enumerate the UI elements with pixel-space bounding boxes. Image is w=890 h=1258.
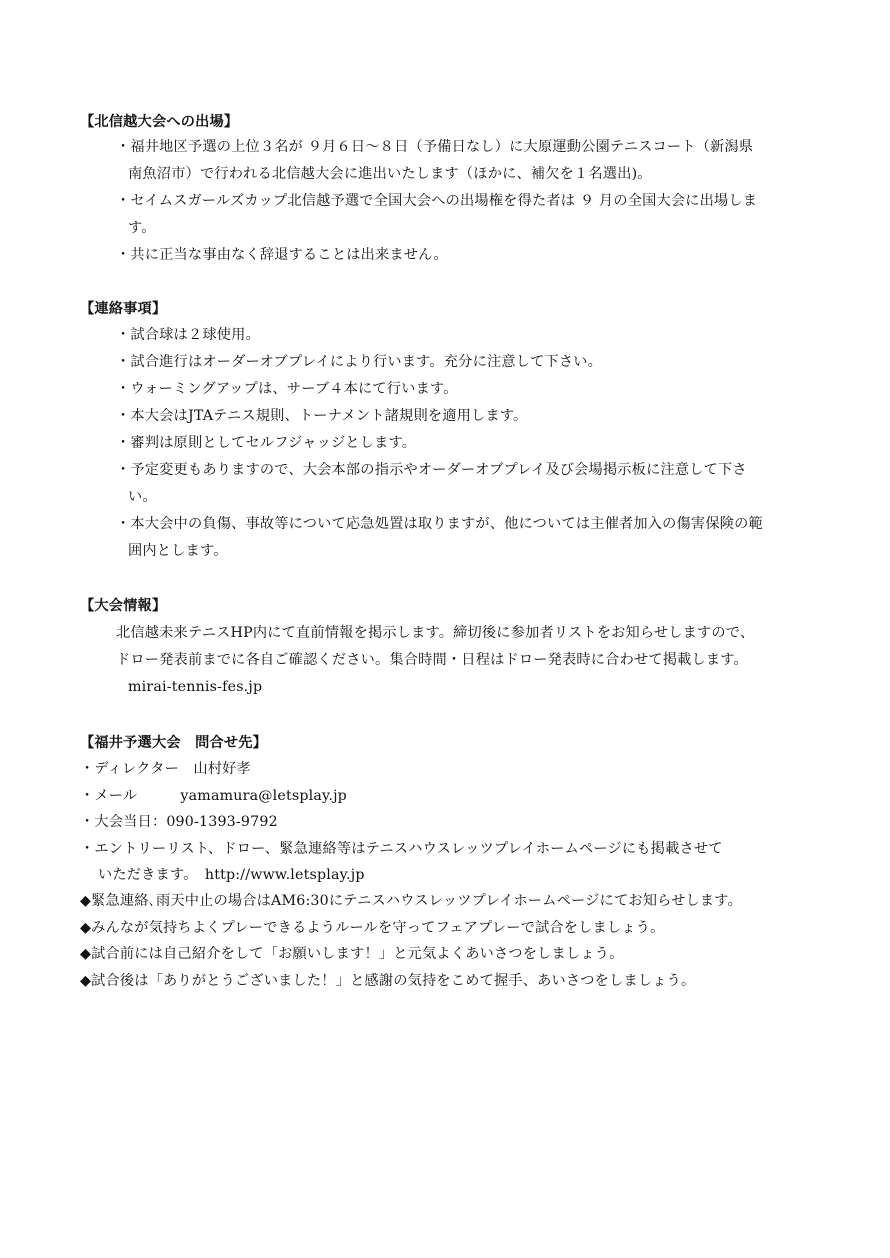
entry-bullet-3: ・共に正当な事由なく辞退することは出来ません。 bbox=[116, 247, 448, 263]
notes-bullet-6-line-1: ・予定変更もありますので、大会本部の指示やオーダーオブプレイ及び会場掲示板に注意して下さ bbox=[116, 462, 747, 478]
notes-bullet-3: ・ウォーミングアップは、サーブ４本にて行います。 bbox=[116, 381, 458, 397]
section-heading-notes: 【連絡事項】 bbox=[80, 301, 167, 317]
entry-bullet-1-line-1: ・福井地区予選の上位３名が ９月６日～８日（予備日なし）に大原運動公園テニスコート（新潟県 bbox=[116, 139, 754, 155]
contact-entry-line-2: いただきます。 http://www.letsplay.jp bbox=[98, 867, 365, 883]
notes-bullet-7-line-1: ・本大会中の負傷、事故等について応急処置は取りますが、他については主催者加入の傷害保険の範 bbox=[116, 516, 763, 532]
notes-bullet-4: ・本大会はJTAテニス規則、トーナメント諸規則を適用します。 bbox=[116, 408, 528, 424]
notice-2: ◆みんなが気持ちよくプレーできるようルールを守ってフェアプレーで試合をしましょう。 bbox=[80, 920, 665, 936]
contact-director: ・ディレクター 山村好孝 bbox=[80, 761, 251, 777]
entry-bullet-1-line-2: 南魚沼市）で行われる北信越大会に進出いたします（ほかに、補欠を１名選出)。 bbox=[128, 166, 652, 182]
notice-3: ◆試合前には自己紹介をして「お願いします！」と元気よくあいさつをしましょう。 bbox=[80, 946, 624, 962]
section-heading-contact: 【福井予選大会 問合せ先】 bbox=[80, 735, 268, 751]
notes-bullet-2: ・試合進行はオーダーオブプレイにより行います。充分に注意して下さい。 bbox=[116, 354, 603, 370]
notice-1: ◆緊急連絡､雨天中止の場合はAM6:30にテニスハウスレッツプレイホームページにてお知らせします。 bbox=[80, 893, 742, 909]
contact-phone: ・大会当日：090-1393-9792 bbox=[80, 814, 278, 830]
contact-email: ・メール yamamura@letsplay.jp bbox=[80, 788, 347, 804]
entry-bullet-2-line-2: す。 bbox=[128, 220, 156, 236]
contact-entry-line-1: ・エントリーリスト、ドロー、緊急連絡等はテニスハウスレッツプレイホームページにも掲載させて bbox=[80, 841, 723, 857]
info-url: mirai-tennis-fes.jp bbox=[128, 679, 263, 695]
notes-bullet-6-line-2: い。 bbox=[128, 489, 157, 505]
notes-bullet-7-line-2: 囲内とします。 bbox=[128, 543, 228, 559]
section-heading-info: 【大会情報】 bbox=[80, 598, 167, 614]
info-line-2: ドロー発表前までに各自ご確認ください。集合時間・日程はドロー発表時に合わせて掲載します。 bbox=[116, 652, 748, 668]
notice-4: ◆試合後は「ありがとうございました！」と感謝の気持をこめて握手、あいさつをしましょう。 bbox=[80, 973, 696, 989]
entry-bullet-2-line-1: ・セイムスガールズカップ北信越予選で全国大会への出場権を得た者は ９ 月の全国大会に出場しま bbox=[116, 193, 758, 209]
info-line-1: 北信越未来テニスHP内にて直前情報を掲示します。締切後に参加者リストをお知らせしますので、 bbox=[116, 625, 755, 641]
notes-bullet-1: ・試合球は２球使用。 bbox=[116, 327, 260, 343]
notes-bullet-5: ・審判は原則としてセルフジャッジとします。 bbox=[116, 435, 417, 451]
section-heading-entry: 【北信越大会への出場】 bbox=[80, 114, 239, 130]
